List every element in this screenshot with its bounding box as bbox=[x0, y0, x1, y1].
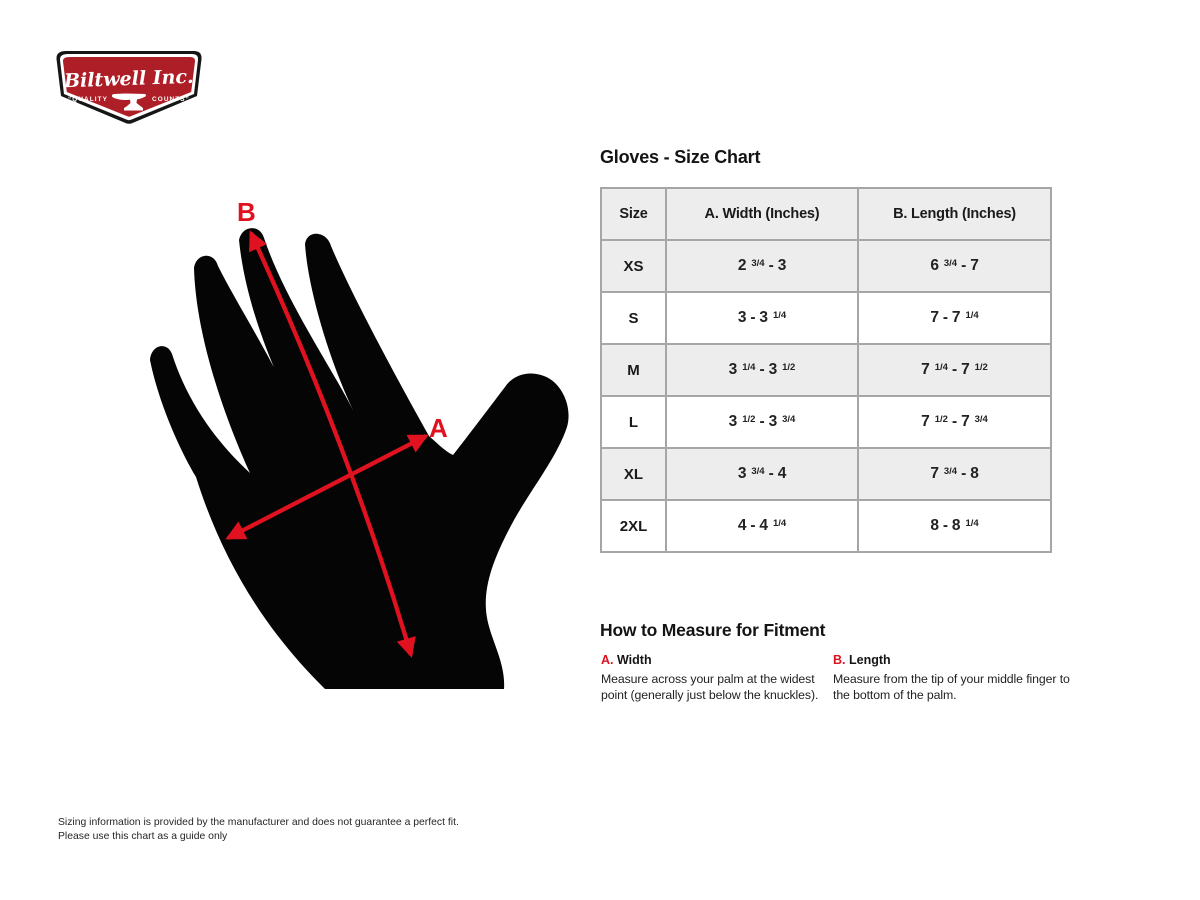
label-b: B bbox=[237, 197, 256, 227]
width-cell: 3 $^{1/2}$ - 3 $^{3/4}$ bbox=[666, 396, 858, 448]
table-row bbox=[601, 240, 1051, 292]
disclaimer-line-1: Sizing information is provided by the manufacturer and does not guarantee a perfect fit. bbox=[58, 817, 459, 828]
length-cell: 8 - 8 $^{1/4}$ bbox=[858, 500, 1051, 552]
length-cell: 7 $^{1/4}$ - 7 $^{1/2}$ bbox=[858, 344, 1051, 396]
hand-silhouette bbox=[150, 228, 569, 689]
size-table-body bbox=[601, 240, 1051, 552]
logo-tagline-quality: “QUALITY bbox=[67, 96, 109, 103]
size-cell: XL bbox=[601, 448, 666, 500]
biltwell-logo bbox=[55, 48, 205, 128]
column-header-width: A. Width (Inches) bbox=[666, 188, 858, 240]
size-chart-table bbox=[600, 187, 1052, 553]
length-cell: 7 - 7 $^{1/4}$ bbox=[858, 292, 1051, 344]
how-to-measure-title: How to Measure for Fitment bbox=[600, 620, 826, 640]
measure-length-description: Measure from the tip of your middle finger to the bottom of the palm. bbox=[833, 672, 1070, 702]
measure-length-key: B. bbox=[833, 653, 846, 667]
length-cell: 7 $^{1/2}$ - 7 $^{3/4}$ bbox=[858, 396, 1051, 448]
width-cell: 2 $^{3/4}$ - 3 bbox=[666, 240, 858, 292]
table-header-row bbox=[601, 188, 1051, 240]
size-cell: XS bbox=[601, 240, 666, 292]
table-row bbox=[601, 396, 1051, 448]
table-row bbox=[601, 448, 1051, 500]
measure-width-label bbox=[601, 653, 839, 667]
measure-width-description: Measure across your palm at the widest point (generally just below the knuckles). bbox=[601, 672, 819, 702]
hand-measurement-diagram bbox=[145, 190, 585, 700]
measure-length-word: Length bbox=[848, 653, 891, 667]
sizing-disclaimer bbox=[58, 816, 459, 843]
label-a: A bbox=[429, 413, 448, 443]
width-cell: 3 - 3 $^{1/4}$ bbox=[666, 292, 858, 344]
length-cell: 6 $^{3/4}$ - 7 bbox=[858, 240, 1051, 292]
measure-length-label bbox=[833, 653, 1071, 667]
size-cell: M bbox=[601, 344, 666, 396]
size-cell: L bbox=[601, 396, 666, 448]
size-cell: S bbox=[601, 292, 666, 344]
measure-item-length bbox=[833, 653, 1071, 703]
width-cell: 4 - 4 $^{1/4}$ bbox=[666, 500, 858, 552]
column-header-size: Size bbox=[601, 188, 666, 240]
measure-item-width bbox=[601, 653, 839, 703]
size-cell: 2XL bbox=[601, 500, 666, 552]
length-cell: 7 $^{3/4}$ - 8 bbox=[858, 448, 1051, 500]
column-header-length: B. Length (Inches) bbox=[858, 188, 1051, 240]
width-cell: 3 $^{3/4}$ - 4 bbox=[666, 448, 858, 500]
measure-width-word: Width bbox=[616, 653, 652, 667]
width-cell: 3 $^{1/4}$ - 3 $^{1/2}$ bbox=[666, 344, 858, 396]
table-row bbox=[601, 344, 1051, 396]
measure-width-key: A. bbox=[601, 653, 614, 667]
table-row bbox=[601, 500, 1051, 552]
logo-brand-text: Biltwell Inc. bbox=[63, 65, 194, 93]
size-chart-title: Gloves - Size Chart bbox=[600, 147, 761, 167]
disclaimer-line-2: Please use this chart as a guide only bbox=[58, 830, 228, 842]
table-row bbox=[601, 292, 1051, 344]
logo-tagline-counts: COUNTS” bbox=[152, 96, 190, 103]
